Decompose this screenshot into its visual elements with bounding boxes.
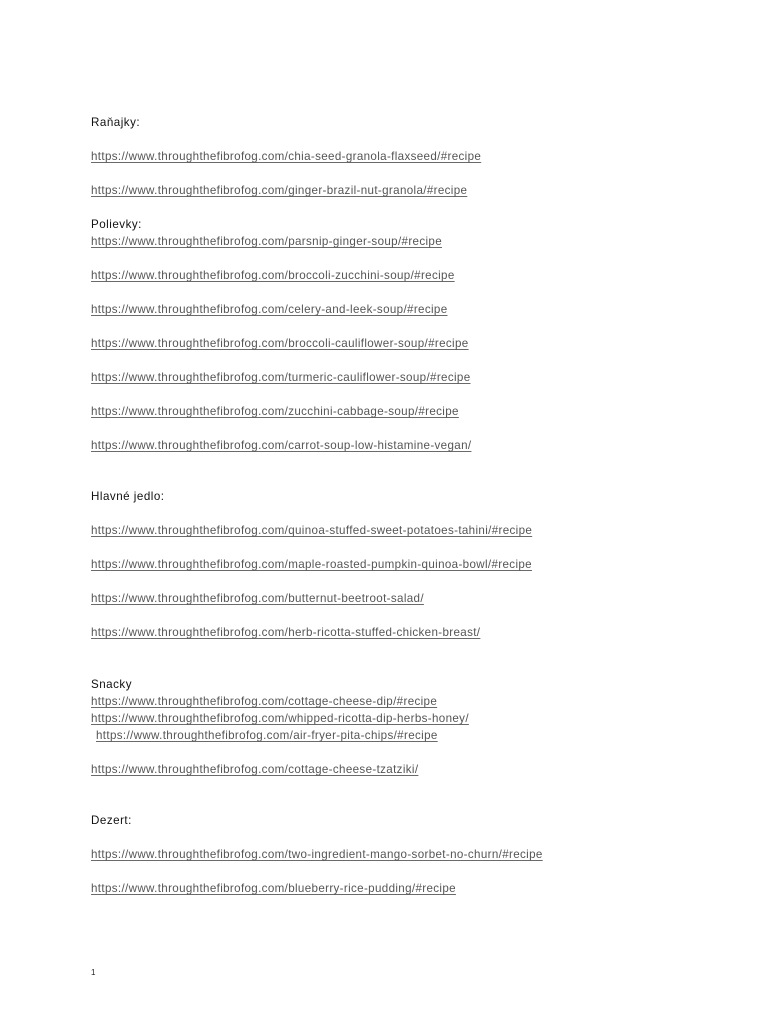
recipe-link[interactable]: https://www.throughthefibrofog.com/turmeric-cauliflower-soup/#recipe xyxy=(91,371,471,384)
recipe-link[interactable]: https://www.throughthefibrofog.com/carrot-soup-low-histamine-vegan/ xyxy=(91,439,472,452)
section-heading-polievky: Polievky: xyxy=(91,218,142,231)
recipe-link[interactable]: https://www.throughthefibrofog.com/broccoli-cauliflower-soup/#recipe xyxy=(91,337,469,350)
recipe-link[interactable]: https://www.throughthefibrofog.com/maple-roasted-pumpkin-quinoa-bowl/#recipe xyxy=(91,558,532,571)
section-heading-dezert: Dezert: xyxy=(91,814,132,827)
recipe-link[interactable]: https://www.throughthefibrofog.com/chia-seed-granola-flaxseed/#recipe xyxy=(91,150,482,163)
recipe-link[interactable]: https://www.throughthefibrofog.com/broccoli-zucchini-soup/#recipe xyxy=(91,269,455,282)
recipe-link[interactable]: https://www.throughthefibrofog.com/cottage-cheese-tzatziki/ xyxy=(91,763,419,776)
recipe-link[interactable]: https://www.throughthefibrofog.com/parsnip-ginger-soup/#recipe xyxy=(91,235,443,248)
section-heading-ranajky: Raňajky: xyxy=(91,116,141,129)
recipe-link[interactable]: https://www.throughthefibrofog.com/zucchini-cabbage-soup/#recipe xyxy=(91,405,459,418)
recipe-link[interactable]: https://www.throughthefibrofog.com/whipped-ricotta-dip-herbs-honey/ xyxy=(91,712,469,725)
recipe-link[interactable]: https://www.throughthefibrofog.com/air-fryer-pita-chips/#recipe xyxy=(96,729,438,742)
recipe-link[interactable]: https://www.throughthefibrofog.com/butternut-beetroot-salad/ xyxy=(91,592,424,605)
recipe-link[interactable]: https://www.throughthefibrofog.com/celery-and-leek-soup/#recipe xyxy=(91,303,448,316)
page-number: 1 xyxy=(91,968,96,977)
recipe-link[interactable]: https://www.throughthefibrofog.com/two-ingredient-mango-sorbet-no-churn/#recipe xyxy=(91,848,543,861)
recipe-link[interactable]: https://www.throughthefibrofog.com/quinoa-stuffed-sweet-potatoes-tahini/#recipe xyxy=(91,524,533,537)
recipe-link[interactable]: https://www.throughthefibrofog.com/herb-ricotta-stuffed-chicken-breast/ xyxy=(91,626,481,639)
section-heading-snacky: Snacky xyxy=(91,678,133,691)
recipe-link[interactable]: https://www.throughthefibrofog.com/ginger-brazil-nut-granola/#recipe xyxy=(91,184,468,197)
section-heading-hlavne-jedlo: Hlavné jedlo: xyxy=(91,490,165,503)
recipe-link[interactable]: https://www.throughthefibrofog.com/blueberry-rice-pudding/#recipe xyxy=(91,882,456,895)
recipe-link[interactable]: https://www.throughthefibrofog.com/cottage-cheese-dip/#recipe xyxy=(91,695,438,708)
